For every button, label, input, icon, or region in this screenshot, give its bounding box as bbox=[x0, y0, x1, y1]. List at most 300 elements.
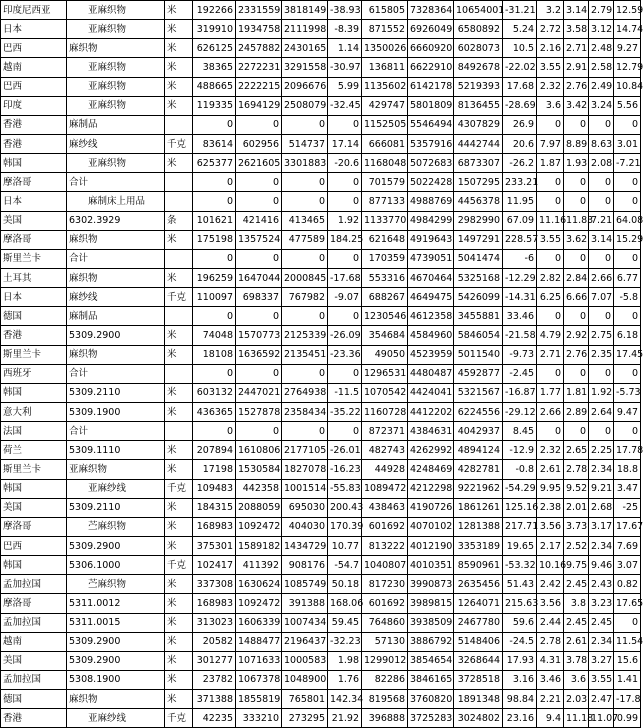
value-cell: 17.45 bbox=[614, 345, 641, 364]
table-row bbox=[1, 230, 641, 249]
value-cell: 1.92 bbox=[589, 383, 614, 402]
product-code-cell: 亚麻纱线 bbox=[67, 479, 165, 498]
value-cell: 4584960 bbox=[408, 326, 454, 345]
value-cell: 2467780 bbox=[454, 613, 503, 632]
product-code-cell: 合计 bbox=[67, 173, 165, 192]
value-cell: -0.8 bbox=[503, 460, 537, 479]
product-code-cell: 合计 bbox=[67, 422, 165, 441]
country-cell: 越南 bbox=[1, 58, 67, 77]
value-cell: 6580892 bbox=[454, 20, 503, 39]
value-cell: 1133770 bbox=[362, 211, 408, 230]
value-cell: 2135451 bbox=[282, 345, 328, 364]
value-cell: 601692 bbox=[362, 517, 408, 536]
value-cell: 0 bbox=[589, 249, 614, 268]
value-cell: 207894 bbox=[193, 441, 236, 460]
value-cell: 9.21 bbox=[589, 479, 614, 498]
unit-cell: 米 bbox=[165, 651, 193, 670]
product-code-cell: 麻织物 bbox=[67, 230, 165, 249]
unit-cell: 米 bbox=[165, 613, 193, 632]
value-cell: 0 bbox=[537, 173, 564, 192]
value-cell: 175198 bbox=[193, 230, 236, 249]
table-row bbox=[1, 77, 641, 96]
table-row bbox=[1, 556, 641, 575]
value-cell: 2.21 bbox=[537, 690, 564, 709]
country-cell: 韩国 bbox=[1, 479, 67, 498]
value-cell: 0 bbox=[193, 364, 236, 383]
table-row bbox=[1, 479, 641, 498]
value-cell: 1092472 bbox=[236, 594, 282, 613]
value-cell: 0 bbox=[328, 364, 362, 383]
value-cell: 819568 bbox=[362, 690, 408, 709]
value-cell: 59.6 bbox=[503, 613, 537, 632]
value-cell: 1.93 bbox=[564, 154, 589, 173]
value-cell: 4739051 bbox=[408, 249, 454, 268]
value-cell: 2.82 bbox=[537, 268, 564, 287]
value-cell: 3.27 bbox=[589, 651, 614, 670]
value-cell: 0 bbox=[537, 364, 564, 383]
value-cell: 0 bbox=[193, 307, 236, 326]
value-cell: 1934758 bbox=[236, 20, 282, 39]
value-cell: 12.79 bbox=[614, 58, 641, 77]
value-cell: -26.2 bbox=[503, 154, 537, 173]
value-cell: 0 bbox=[328, 307, 362, 326]
value-cell: 0 bbox=[236, 364, 282, 383]
value-cell: 0 bbox=[564, 422, 589, 441]
value-cell: 3.14 bbox=[564, 1, 589, 20]
unit-cell: 米 bbox=[165, 690, 193, 709]
unit-cell: 米 bbox=[165, 575, 193, 594]
product-code-cell: 合计 bbox=[67, 249, 165, 268]
value-cell: 0 bbox=[282, 422, 328, 441]
value-cell: -17.8 bbox=[614, 690, 641, 709]
value-cell: 0 bbox=[537, 192, 564, 211]
value-cell: 0 bbox=[589, 422, 614, 441]
value-cell: 10.16 bbox=[537, 556, 564, 575]
value-cell: 2096676 bbox=[282, 77, 328, 96]
value-cell: 10.77 bbox=[328, 536, 362, 555]
value-cell: 0 bbox=[589, 115, 614, 134]
value-cell: 337308 bbox=[193, 575, 236, 594]
country-cell: 香港 bbox=[1, 134, 67, 153]
value-cell: 0.82 bbox=[614, 575, 641, 594]
value-cell: 2.71 bbox=[537, 345, 564, 364]
value-cell: 3.56 bbox=[537, 594, 564, 613]
value-cell: -9.73 bbox=[503, 345, 537, 364]
value-cell: 0 bbox=[236, 307, 282, 326]
value-cell: 9.52 bbox=[564, 479, 589, 498]
value-cell: 2.89 bbox=[564, 402, 589, 421]
value-cell: 2.65 bbox=[564, 441, 589, 460]
value-cell: 1070542 bbox=[362, 383, 408, 402]
value-cell: 1855819 bbox=[236, 690, 282, 709]
product-code-cell: 合计 bbox=[67, 364, 165, 383]
value-cell: 184315 bbox=[193, 498, 236, 517]
value-cell: 5011540 bbox=[454, 345, 503, 364]
product-code-cell: 麻织物 bbox=[67, 268, 165, 287]
value-cell: 2447021 bbox=[236, 383, 282, 402]
value-cell: 3301883 bbox=[282, 154, 328, 173]
value-cell: 438463 bbox=[362, 498, 408, 517]
product-code-cell: 亚麻织物 bbox=[67, 1, 165, 20]
value-cell: 12.59 bbox=[614, 1, 641, 20]
value-cell: -32.23 bbox=[328, 632, 362, 651]
value-cell: 21.92 bbox=[328, 709, 362, 728]
country-cell: 印度 bbox=[1, 96, 67, 115]
value-cell: 1160728 bbox=[362, 402, 408, 421]
value-cell: 196259 bbox=[193, 268, 236, 287]
value-cell: 2222215 bbox=[236, 77, 282, 96]
value-cell: 0 bbox=[614, 192, 641, 211]
value-cell: 2088059 bbox=[236, 498, 282, 517]
table-row bbox=[1, 192, 641, 211]
table-row bbox=[1, 115, 641, 134]
value-cell: 0 bbox=[614, 249, 641, 268]
value-cell: 9.4 bbox=[537, 709, 564, 728]
value-cell: 3728518 bbox=[454, 670, 503, 689]
product-code-cell: 苎麻织物 bbox=[67, 517, 165, 536]
value-cell: 2111998 bbox=[282, 20, 328, 39]
value-cell: 0 bbox=[564, 364, 589, 383]
value-cell: 23.16 bbox=[503, 709, 537, 728]
value-cell: 4070102 bbox=[408, 517, 454, 536]
value-cell: 119335 bbox=[193, 96, 236, 115]
value-cell: 2.64 bbox=[589, 402, 614, 421]
value-cell: 4.31 bbox=[537, 651, 564, 670]
value-cell: 110097 bbox=[193, 288, 236, 307]
value-cell: 42235 bbox=[193, 709, 236, 728]
value-cell: 3938509 bbox=[408, 613, 454, 632]
unit-cell: 米 bbox=[165, 96, 193, 115]
value-cell: 192266 bbox=[193, 1, 236, 20]
value-cell: 5801809 bbox=[408, 96, 454, 115]
value-cell: 3.55 bbox=[589, 670, 614, 689]
value-cell: 1570773 bbox=[236, 326, 282, 345]
value-cell: 0 bbox=[537, 422, 564, 441]
country-cell: 摩洛哥 bbox=[1, 594, 67, 613]
value-cell: 2.92 bbox=[564, 326, 589, 345]
value-cell: 0 bbox=[282, 173, 328, 192]
value-cell: 3990873 bbox=[408, 575, 454, 594]
unit-cell: 千克 bbox=[165, 556, 193, 575]
value-cell: 3.6 bbox=[564, 670, 589, 689]
value-cell: 17.68 bbox=[503, 77, 537, 96]
value-cell: -6 bbox=[503, 249, 537, 268]
value-cell: 765801 bbox=[282, 690, 328, 709]
value-cell: 872371 bbox=[362, 422, 408, 441]
country-cell: 香港 bbox=[1, 326, 67, 345]
value-cell: 6028073 bbox=[454, 39, 503, 58]
value-cell: 2.76 bbox=[564, 345, 589, 364]
value-cell: 4592877 bbox=[454, 364, 503, 383]
value-cell: 3.56 bbox=[537, 517, 564, 536]
value-cell: -16.87 bbox=[503, 383, 537, 402]
table-row bbox=[1, 1, 641, 20]
value-cell: 3.6 bbox=[537, 96, 564, 115]
value-cell: 666081 bbox=[362, 134, 408, 153]
value-cell: 4412202 bbox=[408, 402, 454, 421]
value-cell: -20.6 bbox=[328, 154, 362, 173]
value-cell: 4988769 bbox=[408, 192, 454, 211]
value-cell: 6873307 bbox=[454, 154, 503, 173]
unit-cell bbox=[165, 192, 193, 211]
value-cell: 1434729 bbox=[282, 536, 328, 555]
value-cell: 0 bbox=[328, 115, 362, 134]
country-cell: 日本 bbox=[1, 192, 67, 211]
value-cell: 2.35 bbox=[589, 345, 614, 364]
product-code-cell: 5309.2110 bbox=[67, 383, 165, 402]
value-cell: 2.45 bbox=[589, 613, 614, 632]
country-cell: 韩国 bbox=[1, 556, 67, 575]
unit-cell: 米 bbox=[165, 383, 193, 402]
value-cell: 1589182 bbox=[236, 536, 282, 555]
unit-cell: 米 bbox=[165, 230, 193, 249]
value-cell: 621648 bbox=[362, 230, 408, 249]
value-cell: 4307829 bbox=[454, 115, 503, 134]
unit-cell bbox=[165, 173, 193, 192]
value-cell: 1.81 bbox=[564, 383, 589, 402]
country-cell: 巴西 bbox=[1, 39, 67, 58]
product-code-cell: 苎麻织物 bbox=[67, 575, 165, 594]
value-cell: 3268644 bbox=[454, 651, 503, 670]
value-cell: 3989815 bbox=[408, 594, 454, 613]
value-cell: 11.83 bbox=[564, 211, 589, 230]
value-cell: 18108 bbox=[193, 345, 236, 364]
table-row bbox=[1, 268, 641, 287]
value-cell: 3.16 bbox=[503, 670, 537, 689]
unit-cell: 米 bbox=[165, 58, 193, 77]
value-cell: 413465 bbox=[282, 211, 328, 230]
country-cell: 德国 bbox=[1, 307, 67, 326]
value-cell: 0 bbox=[282, 364, 328, 383]
country-cell: 摩洛哥 bbox=[1, 173, 67, 192]
value-cell: 3.14 bbox=[589, 230, 614, 249]
value-cell: 3.62 bbox=[564, 230, 589, 249]
value-cell: -12.29 bbox=[503, 268, 537, 287]
table-row bbox=[1, 96, 641, 115]
value-cell: 20582 bbox=[193, 632, 236, 651]
table-row bbox=[1, 575, 641, 594]
value-cell: 1089472 bbox=[362, 479, 408, 498]
value-cell: 5.56 bbox=[614, 96, 641, 115]
value-cell: 8.63 bbox=[589, 134, 614, 153]
value-cell: -29.12 bbox=[503, 402, 537, 421]
product-code-cell: 麻纱线 bbox=[67, 288, 165, 307]
product-code-cell: 麻制品 bbox=[67, 307, 165, 326]
country-cell: 斯里兰卡 bbox=[1, 345, 67, 364]
table-row bbox=[1, 39, 641, 58]
value-cell: -14.31 bbox=[503, 288, 537, 307]
value-cell: 0 bbox=[589, 192, 614, 211]
country-cell: 孟加拉国 bbox=[1, 613, 67, 632]
value-cell: 688267 bbox=[362, 288, 408, 307]
product-code-cell: 5309.1110 bbox=[67, 441, 165, 460]
value-cell: 0 bbox=[537, 115, 564, 134]
value-cell: 2.25 bbox=[589, 441, 614, 460]
value-cell: 2196437 bbox=[282, 632, 328, 651]
value-cell: 0 bbox=[282, 249, 328, 268]
value-cell: 625377 bbox=[193, 154, 236, 173]
value-cell: 2982990 bbox=[454, 211, 503, 230]
table-row bbox=[1, 670, 641, 689]
country-cell: 韩国 bbox=[1, 383, 67, 402]
unit-cell bbox=[165, 422, 193, 441]
unit-cell: 米 bbox=[165, 268, 193, 287]
value-cell: 8492678 bbox=[454, 58, 503, 77]
unit-cell: 米 bbox=[165, 345, 193, 364]
value-cell: 1497291 bbox=[454, 230, 503, 249]
country-cell: 巴西 bbox=[1, 536, 67, 555]
value-cell: 0 bbox=[236, 173, 282, 192]
value-cell: -55.83 bbox=[328, 479, 362, 498]
table-row bbox=[1, 498, 641, 517]
value-cell: 2331559 bbox=[236, 1, 282, 20]
product-code-cell: 亚麻织物 bbox=[67, 96, 165, 115]
unit-cell: 米 bbox=[165, 670, 193, 689]
value-cell: 2.84 bbox=[564, 268, 589, 287]
value-cell: 11.18 bbox=[564, 709, 589, 728]
value-cell: 101621 bbox=[193, 211, 236, 230]
value-cell: 2.49 bbox=[589, 77, 614, 96]
value-cell: 74048 bbox=[193, 326, 236, 345]
value-cell: 4612358 bbox=[408, 307, 454, 326]
unit-cell: 千克 bbox=[165, 709, 193, 728]
value-cell: 6.25 bbox=[537, 288, 564, 307]
value-cell: 0 bbox=[282, 115, 328, 134]
unit-cell: 米 bbox=[165, 77, 193, 96]
value-cell: 4649475 bbox=[408, 288, 454, 307]
value-cell: 6142178 bbox=[408, 77, 454, 96]
value-cell: 2.44 bbox=[537, 613, 564, 632]
product-code-cell: 麻制品 bbox=[67, 115, 165, 134]
value-cell: 3.55 bbox=[537, 58, 564, 77]
value-cell: -17.68 bbox=[328, 268, 362, 287]
value-cell: 17198 bbox=[193, 460, 236, 479]
unit-cell: 米 bbox=[165, 39, 193, 58]
value-cell: 0 bbox=[614, 422, 641, 441]
value-cell: 3886792 bbox=[408, 632, 454, 651]
value-cell: 0 bbox=[193, 422, 236, 441]
value-cell: 5426099 bbox=[454, 288, 503, 307]
value-cell: 3725283 bbox=[408, 709, 454, 728]
value-cell: 4984299 bbox=[408, 211, 454, 230]
value-cell: 136811 bbox=[362, 58, 408, 77]
country-cell: 孟加拉国 bbox=[1, 670, 67, 689]
value-cell: 0 bbox=[564, 307, 589, 326]
value-cell: 0 bbox=[614, 613, 641, 632]
value-cell: 477589 bbox=[282, 230, 328, 249]
country-cell: 荷兰 bbox=[1, 441, 67, 460]
value-cell: 9.47 bbox=[614, 402, 641, 421]
value-cell: 26.9 bbox=[503, 115, 537, 134]
value-cell: 1527878 bbox=[236, 402, 282, 421]
country-cell: 法国 bbox=[1, 422, 67, 441]
value-cell: 2.34 bbox=[589, 632, 614, 651]
unit-cell: 米 bbox=[165, 402, 193, 421]
unit-cell: 米 bbox=[165, 460, 193, 479]
unit-cell bbox=[165, 115, 193, 134]
value-cell: 18.8 bbox=[614, 460, 641, 479]
unit-cell: 米 bbox=[165, 441, 193, 460]
country-cell: 日本 bbox=[1, 20, 67, 39]
country-cell: 土耳其 bbox=[1, 268, 67, 287]
value-cell: 4442744 bbox=[454, 134, 503, 153]
table-row bbox=[1, 154, 641, 173]
value-cell: 411392 bbox=[236, 556, 282, 575]
unit-cell: 米 bbox=[165, 517, 193, 536]
value-cell: 1.92 bbox=[328, 211, 362, 230]
value-cell: 3.23 bbox=[589, 594, 614, 613]
value-cell: 2.58 bbox=[589, 58, 614, 77]
value-cell: 1067378 bbox=[236, 670, 282, 689]
table-row bbox=[1, 613, 641, 632]
product-code-cell: 5309.2900 bbox=[67, 326, 165, 345]
value-cell: 1630624 bbox=[236, 575, 282, 594]
value-cell: 2.78 bbox=[537, 632, 564, 651]
value-cell: 5072683 bbox=[408, 154, 454, 173]
value-cell: 375301 bbox=[193, 536, 236, 555]
value-cell: -2.45 bbox=[503, 364, 537, 383]
value-cell: 4.79 bbox=[537, 326, 564, 345]
country-cell: 摩洛哥 bbox=[1, 230, 67, 249]
value-cell: 4456378 bbox=[454, 192, 503, 211]
value-cell: 6.18 bbox=[614, 326, 641, 345]
value-cell: -53.32 bbox=[503, 556, 537, 575]
value-cell: 2.34 bbox=[589, 536, 614, 555]
value-cell: 6622910 bbox=[408, 58, 454, 77]
product-code-cell: 5309.2110 bbox=[67, 498, 165, 517]
value-cell: -5.73 bbox=[614, 383, 641, 402]
unit-cell: 条 bbox=[165, 211, 193, 230]
value-cell: 354684 bbox=[362, 326, 408, 345]
value-cell: 2.16 bbox=[537, 39, 564, 58]
country-cell: 韩国 bbox=[1, 154, 67, 173]
value-cell: -24.5 bbox=[503, 632, 537, 651]
country-cell: 德国 bbox=[1, 690, 67, 709]
country-cell: 美国 bbox=[1, 498, 67, 517]
value-cell: 695030 bbox=[282, 498, 328, 517]
value-cell: 0 bbox=[537, 307, 564, 326]
value-cell: -16.23 bbox=[328, 460, 362, 479]
value-cell: 3.55 bbox=[537, 230, 564, 249]
value-cell: 1507295 bbox=[454, 173, 503, 192]
unit-cell: 米 bbox=[165, 632, 193, 651]
value-cell: 17.14 bbox=[328, 134, 362, 153]
product-code-cell: 亚麻纱线 bbox=[67, 709, 165, 728]
value-cell: 273295 bbox=[282, 709, 328, 728]
value-cell: 1636592 bbox=[236, 345, 282, 364]
country-cell: 摩洛哥 bbox=[1, 517, 67, 536]
country-cell: 香港 bbox=[1, 709, 67, 728]
value-cell: -21.58 bbox=[503, 326, 537, 345]
value-cell: 1488477 bbox=[236, 632, 282, 651]
value-cell: 4894124 bbox=[454, 441, 503, 460]
value-cell: 1007434 bbox=[282, 613, 328, 632]
value-cell: 0 bbox=[564, 192, 589, 211]
value-cell: 170.39 bbox=[328, 517, 362, 536]
country-cell: 越南 bbox=[1, 632, 67, 651]
value-cell: 421416 bbox=[236, 211, 282, 230]
value-cell: 82286 bbox=[362, 670, 408, 689]
country-cell: 美国 bbox=[1, 211, 67, 230]
value-cell: 7328364 bbox=[408, 1, 454, 20]
value-cell: 9.46 bbox=[589, 556, 614, 575]
value-cell: 0 bbox=[564, 115, 589, 134]
value-cell: 1168048 bbox=[362, 154, 408, 173]
value-cell: 5846054 bbox=[454, 326, 503, 345]
value-cell: 4190726 bbox=[408, 498, 454, 517]
value-cell: -11.5 bbox=[328, 383, 362, 402]
country-cell: 孟加拉国 bbox=[1, 575, 67, 594]
